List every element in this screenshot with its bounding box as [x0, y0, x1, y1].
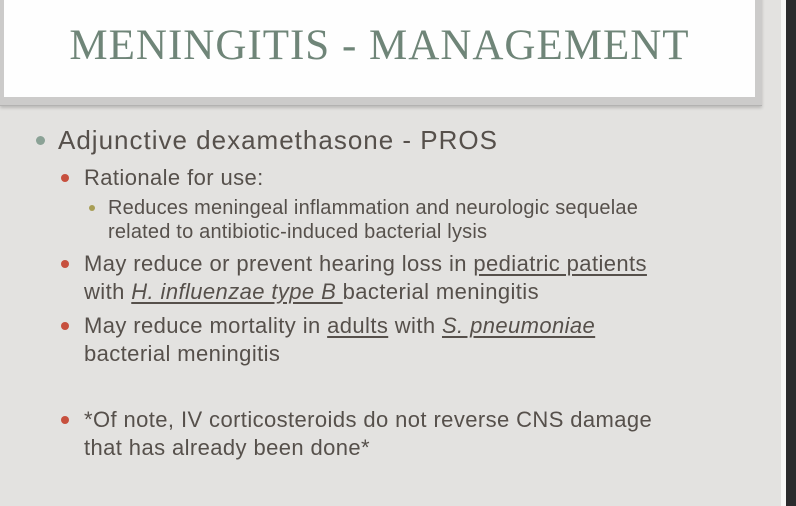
paragraph-spacer — [0, 374, 781, 406]
text-segment: bacterial meningitis — [84, 341, 281, 366]
text-segment: Rationale for use: — [84, 165, 264, 190]
bullet-line — [84, 406, 781, 434]
slide-title-bar — [0, 0, 762, 106]
bullet-list — [0, 124, 781, 468]
text-segment: related to antibiotic-induced bacterial lysis — [108, 221, 488, 243]
bullet-line — [108, 220, 781, 244]
text-segment: H. influenzae type B — [131, 279, 343, 304]
bullet-line — [84, 250, 781, 278]
text-segment: that has already been done* — [84, 435, 371, 460]
bullet-marker-icon — [61, 260, 69, 268]
bullet-line — [84, 164, 781, 192]
bullet-marker-icon — [61, 174, 69, 182]
bullet-item — [0, 312, 781, 368]
bullet-item — [0, 164, 781, 192]
bullet-line — [58, 124, 781, 156]
bullet-marker-icon — [89, 205, 95, 211]
text-segment: with — [84, 279, 132, 304]
bullet-line — [84, 434, 781, 462]
bullet-line — [108, 196, 781, 220]
page-title: MENINGITIS - MANAGEMENT — [69, 21, 690, 69]
bullet-marker-icon — [61, 416, 69, 424]
bullet-line — [84, 340, 781, 368]
text-segment: *Of note, IV corticosteroids do not reverse CNS damage — [84, 407, 653, 432]
bullet-item — [0, 124, 781, 156]
text-segment: adults — [327, 313, 389, 338]
bullet-line — [84, 278, 781, 306]
bullet-marker-icon — [61, 322, 69, 330]
slide-title-box — [4, 0, 755, 97]
text-segment: Reduces meningeal inflammation and neurologic sequelae — [108, 197, 639, 219]
text-segment: S. pneumoniae — [441, 313, 596, 338]
text-segment: Adjunctive dexamethasone - PROS — [58, 125, 498, 155]
text-segment: May reduce or prevent hearing loss in — [84, 251, 474, 276]
bullet-marker-icon — [36, 136, 45, 145]
right-edge-dark-strip — [786, 0, 796, 506]
bullet-item — [0, 196, 781, 244]
text-segment: pediatric patients — [473, 251, 647, 276]
text-segment: May reduce mortality in — [84, 313, 328, 338]
text-segment: with — [388, 313, 442, 338]
text-segment: bacterial meningitis — [342, 279, 539, 304]
bullet-item — [0, 406, 781, 462]
bullet-line — [84, 312, 781, 340]
bullet-item — [0, 250, 781, 306]
